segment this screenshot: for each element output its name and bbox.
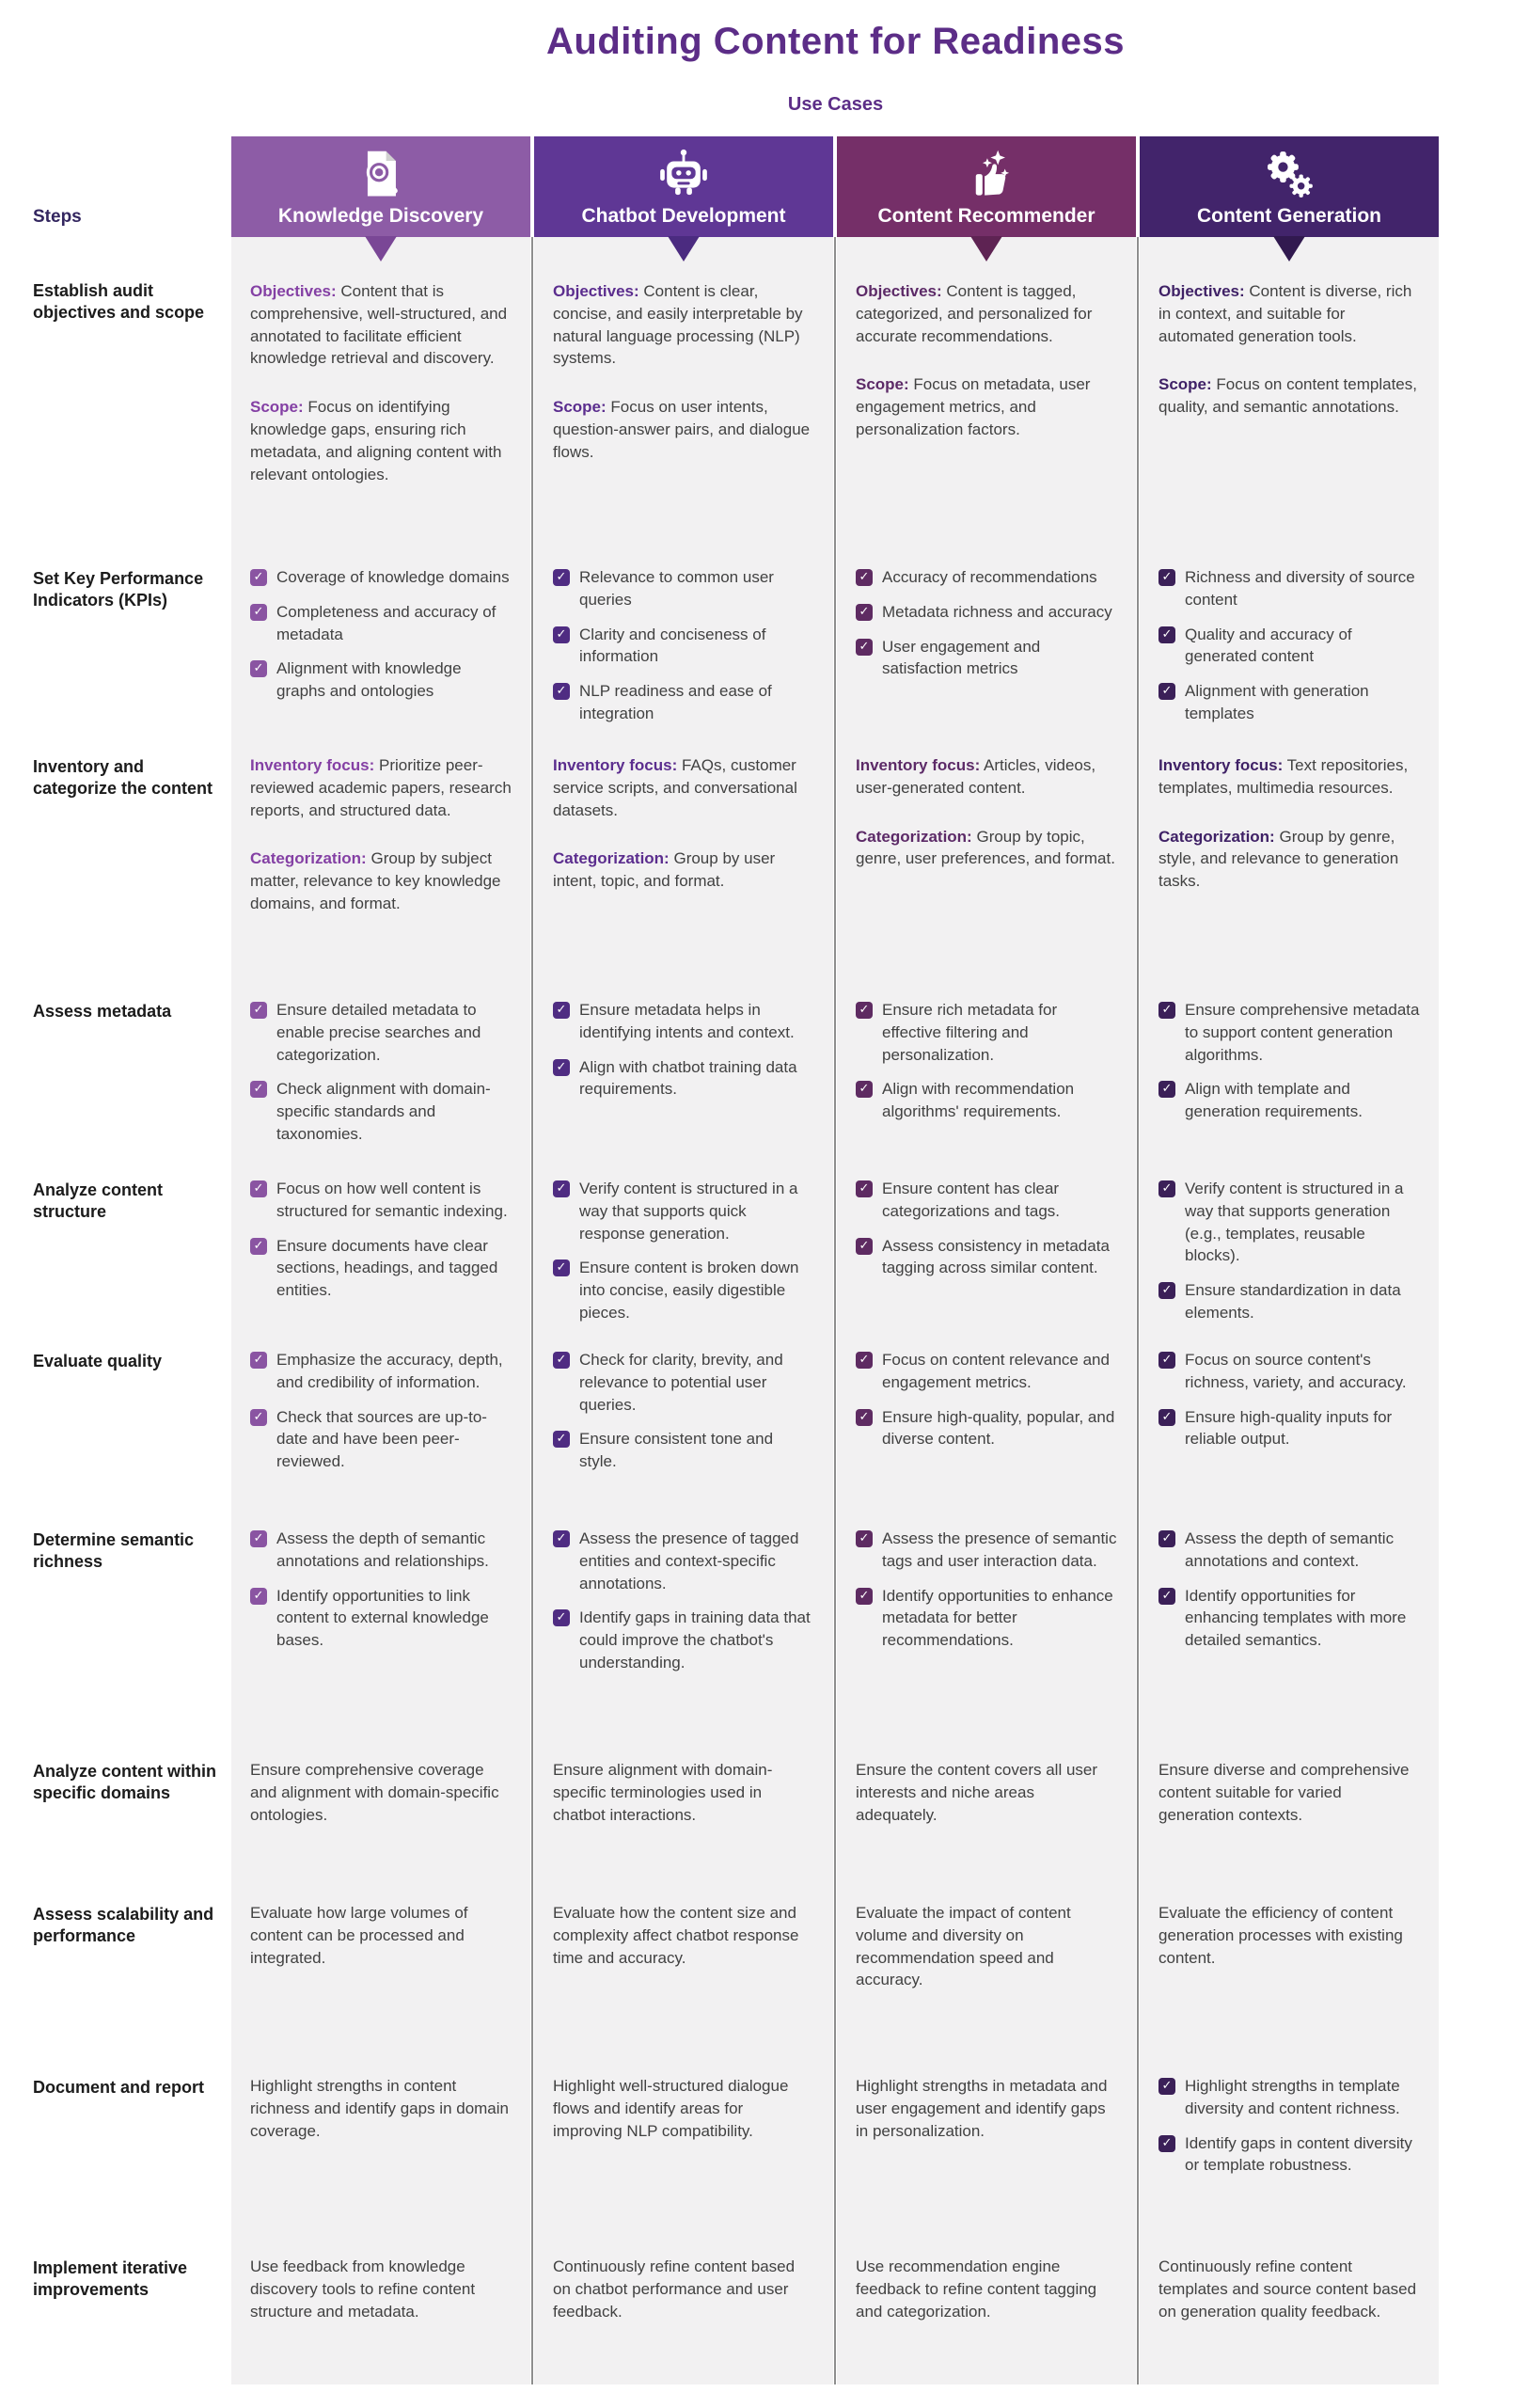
- steps-heading: Steps: [33, 207, 82, 227]
- paragraph: [553, 754, 814, 821]
- checklist-item: [856, 566, 1117, 589]
- lead-label: Objectives:: [250, 282, 337, 300]
- lead-label: Scope:: [1158, 375, 1212, 394]
- lead-label: Categorization:: [1158, 827, 1275, 846]
- checklist-item: [250, 1078, 512, 1145]
- paragraph-text: FAQs, customer service scripts, and conversational datasets.: [553, 756, 797, 819]
- table-cell: [1140, 237, 1439, 557]
- document-search-icon: [353, 145, 409, 205]
- table-cell: [837, 990, 1136, 1168]
- checkbox-checked-icon: ✓: [856, 1588, 873, 1605]
- checklist-text: Align with template and generation requirements.: [1185, 1080, 1363, 1121]
- column-header-label: Content Generation: [1196, 205, 1381, 227]
- table-cell: [837, 237, 1136, 557]
- checkbox-checked-icon: ✓: [1158, 1002, 1175, 1019]
- table-cell: [231, 2066, 530, 2246]
- page-title: Auditing Content for Readiness: [546, 21, 1125, 62]
- checklist-text: Identify gaps in content diversity or template robustness.: [1185, 2133, 1412, 2175]
- paragraph-text: Highlight strengths in content richness and identify gaps in domain coverage.: [250, 2077, 509, 2140]
- checklist-item: [1158, 1528, 1420, 1573]
- lead-label: Categorization:: [250, 849, 367, 868]
- table-cell: [837, 1168, 1136, 1339]
- table-cell: [534, 2246, 833, 2384]
- lead-label: Categorization:: [553, 849, 670, 868]
- checklist-text: Check alignment with domain-specific standards and taxonomies.: [276, 1080, 491, 1143]
- paragraph-text: Continuously refine content based on chatbot performance and user feedback.: [553, 2258, 796, 2321]
- table-cell: [534, 1168, 833, 1339]
- paragraph: [553, 848, 814, 893]
- checklist-item: [856, 601, 1117, 624]
- checklist-item: [1158, 1585, 1420, 1652]
- paragraph: [250, 848, 512, 914]
- column-header: [1140, 136, 1439, 237]
- table-cell: [837, 1339, 1136, 1518]
- table-cell: [1140, 1168, 1439, 1339]
- paragraph-text: Group by topic, genre, user preferences, and format.: [856, 827, 1115, 868]
- use-case-column: [835, 136, 1138, 2384]
- paragraph-text: Highlight strengths in metadata and user engagement and identify gaps in personalization.: [856, 2077, 1108, 2140]
- checkbox-checked-icon: ✓: [553, 1180, 570, 1197]
- checkbox-checked-icon: ✓: [1158, 1409, 1175, 1426]
- checklist-item: [856, 1528, 1117, 1573]
- step-label: Document and report: [33, 2078, 205, 2097]
- lead-label: Scope:: [250, 398, 304, 417]
- paragraph: [250, 396, 512, 485]
- checkbox-checked-icon: ✓: [553, 1352, 570, 1369]
- checklist-item: [553, 1607, 814, 1673]
- checkbox-checked-icon: ✓: [250, 1002, 267, 1019]
- checkbox-checked-icon: ✓: [856, 639, 873, 656]
- table-cell: [231, 745, 530, 990]
- checkbox-checked-icon: ✓: [553, 1609, 570, 1626]
- paragraph: [1158, 1902, 1420, 1969]
- checklist-text: Alignment with knowledge graphs and ontologies: [276, 659, 462, 701]
- paragraph-text: Ensure comprehensive coverage and alignment with domain-specific ontologies.: [250, 1761, 499, 1824]
- checklist-item: [553, 1178, 814, 1244]
- checklist-item: [553, 680, 814, 725]
- paragraph: [553, 2075, 814, 2142]
- header-arrow-icon: [970, 236, 1002, 261]
- table-cell: [534, 557, 833, 745]
- checkbox-checked-icon: ✓: [250, 1081, 267, 1098]
- checklist-item: [553, 1428, 814, 1473]
- paragraph: [553, 280, 814, 370]
- use-cases-heading: Use Cases: [787, 94, 884, 115]
- checklist-text: Ensure documents have clear sections, headings, and tagged entities.: [276, 1236, 498, 1300]
- column-divider: [531, 237, 533, 2384]
- checkbox-checked-icon: ✓: [856, 569, 873, 586]
- checklist-text: Completeness and accuracy of metadata: [276, 602, 496, 643]
- checklist-text: Accuracy of recommendations: [882, 568, 1097, 586]
- table-cell: [231, 1750, 530, 1893]
- lead-label: Scope:: [856, 375, 909, 394]
- step-label: Analyze content structure: [33, 1180, 164, 1222]
- checklist-text: Ensure high-quality inputs for reliable output.: [1185, 1407, 1393, 1449]
- use-case-column: [229, 136, 532, 2384]
- paragraph-text: Group by subject matter, relevance to key knowledge domains, and format.: [250, 849, 501, 912]
- paragraph-text: Content that is comprehensive, well-structured, and annotated to facilitate efficient knowledge retrieval and discovery.: [250, 282, 508, 368]
- checkbox-checked-icon: ✓: [250, 1352, 267, 1369]
- checkbox-checked-icon: ✓: [856, 1352, 873, 1369]
- checkbox-checked-icon: ✓: [250, 1588, 267, 1605]
- paragraph: [553, 396, 814, 463]
- checklist-item: [553, 999, 814, 1044]
- checklist-item: [250, 1235, 512, 1302]
- table-cell: [837, 1518, 1136, 1750]
- checkbox-checked-icon: ✓: [553, 1259, 570, 1276]
- checklist-item: [250, 601, 512, 646]
- checklist-item: [250, 999, 512, 1066]
- paragraph-text: Content is tagged, categorized, and personalized for accurate recommendations.: [856, 282, 1093, 345]
- checkbox-checked-icon: ✓: [1158, 1530, 1175, 1547]
- checklist-item: [1158, 680, 1420, 725]
- table-cell: [534, 1339, 833, 1518]
- checklist-item: [1158, 999, 1420, 1066]
- table-cell: [1140, 557, 1439, 745]
- lead-label: Inventory focus:: [553, 756, 678, 774]
- paragraph-text: Group by genre, style, and relevance to generation tasks.: [1158, 827, 1399, 891]
- lead-label: Objectives:: [553, 282, 639, 300]
- audit-table: [0, 136, 1513, 2384]
- paragraph-text: Evaluate how the content size and complexity affect chatbot response time and accuracy.: [553, 1904, 799, 1967]
- checklist-item: [250, 1349, 512, 1394]
- column-header: [231, 136, 530, 237]
- checklist-item: [553, 1056, 814, 1101]
- checklist-item: [1158, 2132, 1420, 2178]
- paragraph-text: Focus on identifying knowledge gaps, ensuring rich metadata, and aligning content with relevant ontologies.: [250, 398, 502, 483]
- checkbox-checked-icon: ✓: [553, 683, 570, 700]
- checkbox-checked-icon: ✓: [1158, 2078, 1175, 2095]
- table-cell: [1140, 1339, 1439, 1518]
- checkbox-checked-icon: ✓: [250, 569, 267, 586]
- table-cell: [1140, 990, 1439, 1168]
- checklist-text: Coverage of knowledge domains: [276, 568, 510, 586]
- paragraph: [856, 2256, 1117, 2322]
- paragraph: [250, 2075, 512, 2142]
- checkbox-checked-icon: ✓: [250, 1409, 267, 1426]
- paragraph-text: Continuously refine content templates and source content based on generation quality feedback.: [1158, 2258, 1417, 2321]
- checklist-item: [553, 1257, 814, 1323]
- table-cell: [231, 237, 530, 557]
- lead-label: Objectives:: [856, 282, 942, 300]
- checklist-text: Assess the presence of semantic tags and user interaction data.: [882, 1529, 1117, 1570]
- checkbox-checked-icon: ✓: [553, 626, 570, 643]
- checkbox-checked-icon: ✓: [1158, 1180, 1175, 1197]
- header-arrow-icon: [365, 236, 397, 261]
- checklist-text: Focus on content relevance and engagement metrics.: [882, 1351, 1110, 1391]
- table-cell: [837, 745, 1136, 990]
- checkbox-checked-icon: ✓: [1158, 1081, 1175, 1098]
- step-label: Determine semantic richness: [33, 1530, 195, 1572]
- paragraph: [1158, 1759, 1420, 1826]
- table-cell: [534, 1518, 833, 1750]
- checklist-text: Identify gaps in training data that could improve the chatbot's understanding.: [579, 1608, 811, 1671]
- paragraph: [1158, 280, 1420, 347]
- paragraph-text: Focus on metadata, user engagement metrics, and personalization factors.: [856, 375, 1091, 438]
- checklist-item: [1158, 1349, 1420, 1394]
- checklist-item: [250, 1406, 512, 1473]
- checklist-text: Check for clarity, brevity, and relevance to potential user queries.: [579, 1351, 783, 1414]
- checklist-text: Assess the depth of semantic annotations and context.: [1185, 1529, 1395, 1570]
- checklist-item: [856, 999, 1117, 1066]
- checkbox-checked-icon: ✓: [553, 1059, 570, 1076]
- checklist-text: Assess the presence of tagged entities and context-specific annotations.: [579, 1529, 799, 1592]
- column-header-label: Chatbot Development: [581, 205, 786, 227]
- step-label: Assess metadata: [33, 1002, 172, 1021]
- column-header-label: Knowledge Discovery: [277, 205, 484, 227]
- step-label: Evaluate quality: [33, 1352, 163, 1370]
- paragraph-text: Evaluate how large volumes of content can be processed and integrated.: [250, 1904, 468, 1967]
- header-arrow-icon: [668, 236, 700, 261]
- paragraph-text: Use recommendation engine feedback to refine content tagging and categorization.: [856, 2258, 1097, 2321]
- paragraph: [1158, 754, 1420, 800]
- paragraph-text: Use feedback from knowledge discovery tools to refine content structure and metadata.: [250, 2258, 476, 2321]
- thumbs-up-stars-icon: [958, 145, 1015, 205]
- table-cell: [231, 1168, 530, 1339]
- table-cell: [231, 1339, 530, 1518]
- checkbox-checked-icon: ✓: [856, 1081, 873, 1098]
- table-cell: [231, 1518, 530, 1750]
- checkbox-checked-icon: ✓: [1158, 1352, 1175, 1369]
- table-cell: [231, 1893, 530, 2066]
- table-cell: [231, 2246, 530, 2384]
- checklist-text: Ensure rich metadata for effective filtering and personalization.: [882, 1001, 1058, 1064]
- checklist-text: Quality and accuracy of generated content: [1185, 625, 1352, 666]
- checklist-text: Check that sources are up-to-date and have been peer-reviewed.: [276, 1407, 487, 1471]
- paragraph-text: Content is clear, concise, and easily interpretable by natural language processing (NLP) systems.: [553, 282, 803, 368]
- step-label: Inventory and categorize the content: [33, 757, 213, 799]
- paragraph: [553, 1902, 814, 1969]
- checklist-text: Clarity and conciseness of information: [579, 625, 766, 666]
- column-divider: [1137, 237, 1139, 2384]
- checklist-item: [1158, 566, 1420, 611]
- checklist-item: [250, 1528, 512, 1573]
- checklist-item: [856, 1178, 1117, 1223]
- lead-label: Categorization:: [856, 827, 972, 846]
- table-cell: [837, 2246, 1136, 2384]
- checklist-item: [1158, 2075, 1420, 2120]
- paragraph: [250, 1759, 512, 1826]
- lead-label: Inventory focus:: [250, 756, 375, 774]
- checkbox-checked-icon: ✓: [1158, 1282, 1175, 1299]
- checkbox-checked-icon: ✓: [250, 1530, 267, 1547]
- table-cell: [1140, 2066, 1439, 2246]
- checklist-text: Ensure content has clear categorizations and tags.: [882, 1180, 1061, 1220]
- step-label: Establish audit objectives and scope: [33, 281, 205, 323]
- column-header-label: Content Recommender: [877, 205, 1095, 227]
- table-cell: [534, 990, 833, 1168]
- table-cell: [231, 990, 530, 1168]
- steps-column: [0, 136, 229, 2384]
- checklist-text: Highlight strengths in template diversity and content richness.: [1185, 2077, 1400, 2117]
- checkbox-checked-icon: ✓: [1158, 2135, 1175, 2152]
- checklist-text: Verify content is structured in a way that supports quick response generation.: [579, 1180, 798, 1243]
- checkbox-checked-icon: ✓: [1158, 1588, 1175, 1605]
- checklist-item: [1158, 1406, 1420, 1451]
- checklist-item: [553, 1349, 814, 1416]
- checkbox-checked-icon: ✓: [856, 1180, 873, 1197]
- paragraph: [856, 280, 1117, 347]
- column-header: [534, 136, 833, 237]
- checklist-text: Focus on source content's richness, variety, and accuracy.: [1185, 1351, 1407, 1391]
- checklist-text: Assess consistency in metadata tagging across similar content.: [882, 1236, 1110, 1277]
- paragraph: [856, 826, 1117, 871]
- checklist-text: Assess the depth of semantic annotations and relationships.: [276, 1529, 489, 1570]
- checklist-text: Ensure standardization in data elements.: [1185, 1281, 1401, 1322]
- table-cell: [534, 1750, 833, 1893]
- checkbox-checked-icon: ✓: [856, 604, 873, 621]
- checklist-text: Richness and diversity of source content: [1185, 568, 1415, 609]
- lead-label: Scope:: [553, 398, 607, 417]
- checklist-item: [856, 1585, 1117, 1652]
- checkbox-checked-icon: ✓: [250, 604, 267, 621]
- paragraph-text: Ensure diverse and comprehensive content suitable for varied generation contexts.: [1158, 1761, 1410, 1824]
- column-divider: [834, 237, 836, 2384]
- header-arrow-icon: [1273, 236, 1305, 261]
- lead-label: Objectives:: [1158, 282, 1245, 300]
- checklist-item: [553, 566, 814, 611]
- step-label: Assess scalability and performance: [33, 1905, 214, 1946]
- table-cell: [837, 1750, 1136, 1893]
- paragraph: [553, 2256, 814, 2322]
- table-cell: [1140, 2246, 1439, 2384]
- table-cell: [837, 1893, 1136, 2066]
- table-cell: [837, 557, 1136, 745]
- checklist-text: Ensure consistent tone and style.: [579, 1430, 774, 1471]
- step-label: Analyze content within specific domains: [33, 1762, 217, 1803]
- checklist-item: [1158, 624, 1420, 669]
- checklist-text: Align with chatbot training data requirements.: [579, 1057, 797, 1099]
- checklist-text: Verify content is structured in a way that supports generation (e.g., templates, reusable blocks).: [1185, 1180, 1404, 1265]
- checklist-item: [250, 1178, 512, 1223]
- use-case-column: [532, 136, 835, 2384]
- table-cell: [534, 2066, 833, 2246]
- paragraph-text: Prioritize peer-reviewed academic papers, research reports, and structured data.: [250, 756, 512, 819]
- checkbox-checked-icon: ✓: [856, 1238, 873, 1255]
- paragraph: [250, 280, 512, 370]
- checkbox-checked-icon: ✓: [553, 1530, 570, 1547]
- paragraph: [856, 754, 1117, 800]
- checkbox-checked-icon: ✓: [1158, 626, 1175, 643]
- checklist-item: [856, 1235, 1117, 1280]
- checklist-text: Focus on how well content is structured for semantic indexing.: [276, 1180, 508, 1220]
- checklist-text: Align with recommendation algorithms' requirements.: [882, 1080, 1075, 1121]
- checklist-text: Identify opportunities to enhance metadata for better recommendations.: [882, 1586, 1113, 1650]
- table-cell: [231, 557, 530, 745]
- checkbox-checked-icon: ✓: [250, 1238, 267, 1255]
- paragraph-text: Focus on user intents, question-answer pairs, and dialogue flows.: [553, 398, 811, 461]
- step-label: Set Key Performance Indicators (KPIs): [33, 569, 204, 610]
- table-cell: [1140, 1750, 1439, 1893]
- paragraph: [250, 2256, 512, 2322]
- table-cell: [837, 2066, 1136, 2246]
- paragraph: [856, 373, 1117, 440]
- checkbox-checked-icon: ✓: [553, 569, 570, 586]
- checklist-text: Ensure content is broken down into concise, easily digestible pieces.: [579, 1259, 799, 1322]
- checklist-text: Relevance to common user queries: [579, 568, 774, 609]
- paragraph-text: Evaluate the impact of content volume and diversity on recommendation speed and accuracy.: [856, 1904, 1071, 1989]
- paragraph-text: Text repositories, templates, multimedia resources.: [1158, 756, 1409, 797]
- paragraph: [856, 2075, 1117, 2142]
- table-cell: [534, 1893, 833, 2066]
- paragraph: [856, 1902, 1117, 1991]
- checkbox-checked-icon: ✓: [856, 1002, 873, 1019]
- checklist-text: Emphasize the accuracy, depth, and credibility of information.: [276, 1351, 503, 1391]
- checklist-item: [856, 636, 1117, 681]
- checklist-text: Ensure detailed metadata to enable precise searches and categorization.: [276, 1001, 481, 1064]
- checkbox-checked-icon: ✓: [1158, 683, 1175, 700]
- lead-label: Inventory focus:: [856, 756, 981, 774]
- paragraph-text: Group by user intent, topic, and format.: [553, 849, 776, 891]
- paragraph: [250, 754, 512, 821]
- checklist-item: [250, 1585, 512, 1652]
- checklist-text: User engagement and satisfaction metrics: [882, 637, 1041, 678]
- column-header: [837, 136, 1136, 237]
- checklist-item: [553, 1528, 814, 1594]
- paragraph-text: Highlight well-structured dialogue flows and identify areas for improving NLP compatibility.: [553, 2077, 789, 2140]
- table-cell: [534, 745, 833, 990]
- robot-icon: [655, 145, 712, 205]
- paragraph-text: Ensure alignment with domain-specific terminologies used in chatbot interactions.: [553, 1761, 773, 1824]
- paragraph: [1158, 373, 1420, 419]
- checklist-item: [856, 1349, 1117, 1394]
- checklist-text: Identify opportunities to link content to external knowledge bases.: [276, 1586, 489, 1650]
- checklist-text: Ensure metadata helps in identifying intents and context.: [579, 1001, 795, 1041]
- checklist-text: Alignment with generation templates: [1185, 682, 1369, 722]
- gears-icon: [1261, 145, 1317, 205]
- paragraph: [1158, 826, 1420, 893]
- checkbox-checked-icon: ✓: [250, 660, 267, 677]
- checklist-text: Ensure high-quality, popular, and diverse content.: [882, 1407, 1115, 1449]
- table-cell: [1140, 1893, 1439, 2066]
- checklist-text: NLP readiness and ease of integration: [579, 682, 772, 722]
- checklist-item: [553, 624, 814, 669]
- checklist-item: [856, 1406, 1117, 1451]
- table-cell: [1140, 1518, 1439, 1750]
- checklist-item: [250, 566, 512, 589]
- paragraph: [250, 1902, 512, 1969]
- table-cell: [534, 237, 833, 557]
- checkbox-checked-icon: ✓: [856, 1409, 873, 1426]
- checkbox-checked-icon: ✓: [1158, 569, 1175, 586]
- checkbox-checked-icon: ✓: [250, 1180, 267, 1197]
- table-cell: [1140, 745, 1439, 990]
- checklist-text: Metadata richness and accuracy: [882, 602, 1112, 621]
- checkbox-checked-icon: ✓: [553, 1002, 570, 1019]
- checkbox-checked-icon: ✓: [856, 1530, 873, 1547]
- paragraph: [1158, 2256, 1420, 2322]
- checklist-item: [856, 1078, 1117, 1123]
- checklist-text: Ensure comprehensive metadata to support content generation algorithms.: [1185, 1001, 1420, 1064]
- paragraph-text: Evaluate the efficiency of content generation processes with existing content.: [1158, 1904, 1403, 1967]
- checklist-item: [250, 657, 512, 703]
- paragraph-text: Articles, videos, user-generated content.: [856, 756, 1096, 797]
- lead-label: Inventory focus:: [1158, 756, 1284, 774]
- checkbox-checked-icon: ✓: [553, 1431, 570, 1448]
- use-case-column: [1138, 136, 1441, 2384]
- paragraph: [856, 1759, 1117, 1826]
- checklist-item: [1158, 1078, 1420, 1123]
- step-label: Implement iterative improvements: [33, 2258, 188, 2300]
- paragraph-text: Ensure the content covers all user interests and niche areas adequately.: [856, 1761, 1098, 1824]
- paragraph-text: Content is diverse, rich in context, and suitable for automated generation tools.: [1158, 282, 1412, 345]
- checklist-text: Identify opportunities for enhancing templates with more detailed semantics.: [1185, 1586, 1407, 1650]
- paragraph-text: Focus on content templates, quality, and semantic annotations.: [1158, 375, 1417, 417]
- checklist-item: [1158, 1279, 1420, 1324]
- paragraph: [553, 1759, 814, 1826]
- checklist-item: [1158, 1178, 1420, 1267]
